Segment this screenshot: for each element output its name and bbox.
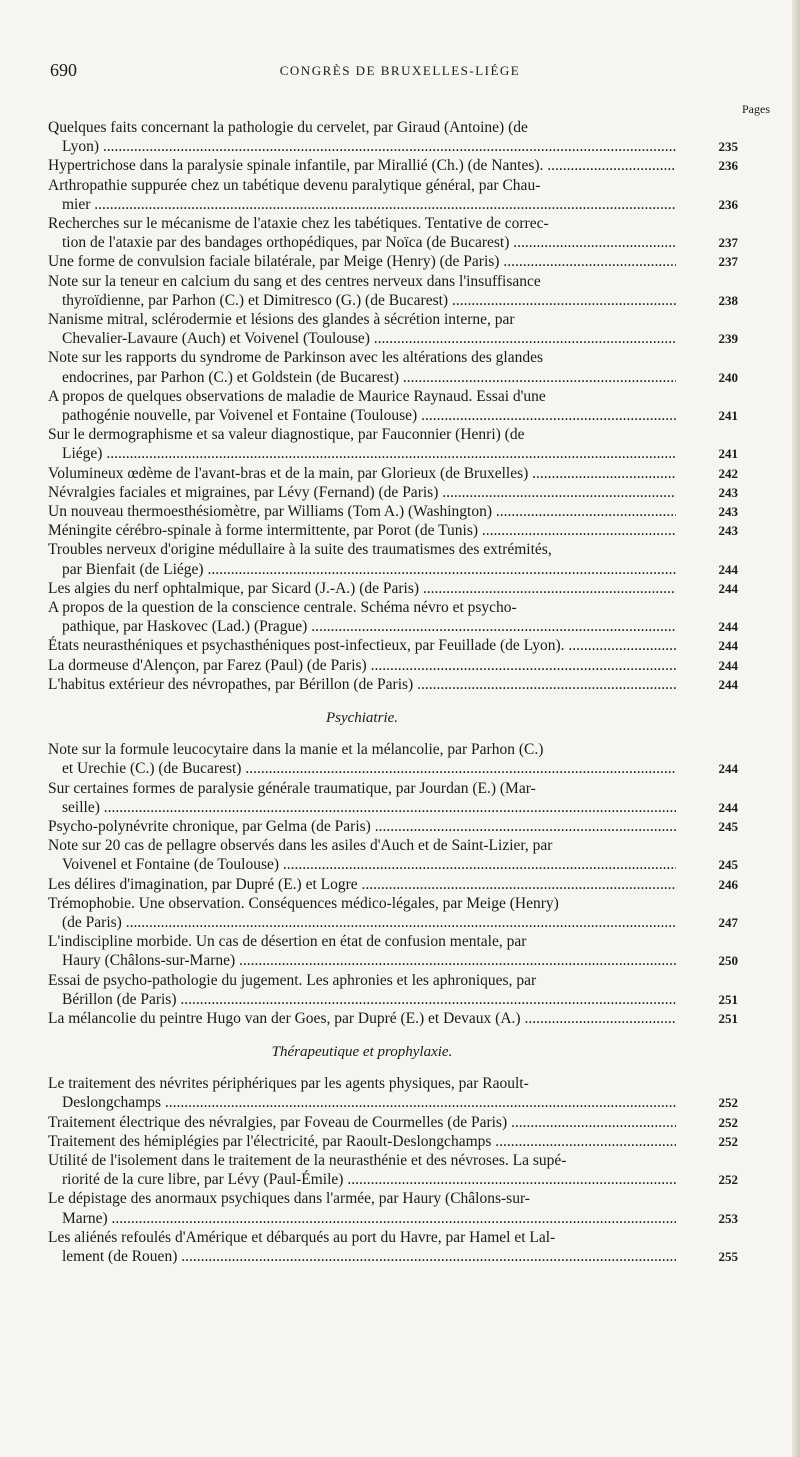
page-ref: 245 — [718, 857, 738, 873]
entry-title: Les algies du nerf ophtalmique, par Sicard (J.-A.) (de Paris) — [48, 579, 420, 597]
toc-entry — [48, 252, 738, 271]
toc-entry — [48, 932, 738, 970]
toc-entry — [48, 971, 738, 1009]
page-ref: 244 — [718, 638, 738, 654]
page-ref: 244 — [718, 676, 738, 692]
entry-continuation-text: riorité de la cure libre, par Lévy (Paul-Émile) — [62, 1171, 344, 1189]
entry-title: Troubles nerveux d'origine médullaire à la suite des traumatismes des extrémités, — [48, 541, 552, 559]
page-ref: 244 — [718, 580, 738, 596]
entry-title: Trémophobie. Une observation. Conséquences médico-légales, par Meige (Henry) — [48, 894, 559, 912]
entry-continuation-text: pathogénie nouvelle, par Voivenel et Fontaine (Toulouse) — [62, 407, 418, 425]
entry-continuation — [48, 1093, 676, 1112]
entry-title: Arthropathie suppurée chez un tabétique devenu paralytique général, par Chau- — [48, 176, 541, 194]
entry-title: Note sur 20 cas de pellagre observés dans les asiles d'Auch et de Saint-Lizier, par — [48, 837, 553, 855]
toc-entry — [48, 176, 738, 214]
entry-title: Traitement des hémiplégies par l'électricité, par Raoult-Deslongchamps — [48, 1132, 492, 1150]
toc-entry — [48, 1074, 738, 1112]
page-ref: 240 — [718, 369, 738, 385]
pages-column-label: Pages — [742, 102, 770, 116]
entry-continuation — [48, 1170, 676, 1189]
page-ref: 255 — [718, 1248, 738, 1264]
entry-continuation-text: pathique, par Haskovec (Lad.) (Prague) — [62, 618, 308, 636]
toc-entry — [48, 740, 738, 778]
entry-continuation-text: Voivenel et Fontaine (de Toulouse) — [62, 856, 280, 874]
toc-entry — [48, 272, 738, 310]
entry-title: Le dépistage des anormaux psychiques dans l'armée, par Haury (Châlons-sur- — [48, 1190, 530, 1208]
toc-entry — [48, 579, 738, 598]
entry-continuation — [48, 444, 676, 463]
entry-continuation-text: seille) — [62, 798, 100, 816]
page-ref: 238 — [718, 292, 738, 308]
entry-continuation — [48, 913, 676, 932]
section-heading: Psychiatrie. — [325, 710, 399, 727]
entry-title: Sur le dermographisme et sa valeur diagnostique, par Fauconnier (Henri) (de — [48, 426, 525, 444]
entry-title: Les aliénés refoulés d'Amérique et débarqués au port du Havre, par Hamel et Lal- — [48, 1228, 556, 1246]
page-ref: 247 — [718, 914, 738, 930]
entry-title: Une forme de convulsion faciale bilatérale, par Meige (Henry) (de Paris) — [48, 253, 500, 271]
entry-continuation — [48, 560, 676, 579]
entry-continuation — [48, 1209, 676, 1228]
toc-entry — [48, 348, 738, 386]
entry-continuation — [48, 951, 676, 970]
entry-title: Note sur la teneur en calcium du sang et des centres nerveux dans l'insuffisance — [48, 272, 541, 290]
entry-continuation — [48, 195, 676, 214]
page-ref: 246 — [718, 876, 738, 892]
entry-title: Psycho-polynévrite chronique, par Gelma (de Paris) — [48, 817, 371, 835]
entry-title: Névralgies faciales et migraines, par Lévy (Fernand) (de Paris) — [48, 483, 439, 501]
page-ref: 241 — [718, 408, 738, 424]
toc-entry — [48, 1009, 738, 1028]
page-ref: 235 — [718, 139, 738, 155]
table-of-contents — [48, 118, 738, 1266]
entry-title: Recherches sur le mécanisme de l'ataxie chez les tabétiques. Tentative de correc- — [48, 215, 549, 233]
entry-title: Le traitement des névrites périphériques par les agents physiques, par Raoult- — [48, 1075, 529, 1093]
toc-entry — [48, 598, 738, 636]
toc-entry — [48, 875, 738, 894]
toc-entry — [48, 464, 738, 483]
toc-entry — [48, 521, 738, 540]
toc-entry — [48, 675, 738, 694]
page-ref: 251 — [718, 991, 738, 1007]
page-number: 690 — [50, 60, 77, 80]
toc-entry — [48, 1189, 738, 1227]
entry-title: Note sur les rapports du syndrome de Parkinson avec les altérations des glandes — [48, 349, 544, 367]
entry-title: A propos de quelques observations de maladie de Maurice Raynaud. Essai d'une — [48, 387, 546, 405]
toc-entry — [48, 1113, 738, 1132]
toc-entry — [48, 656, 738, 675]
entry-continuation-text: endocrines, par Parhon (C.) et Goldstein (de Bucarest) — [62, 368, 400, 386]
page-ref: 253 — [718, 1210, 738, 1226]
toc-entry — [48, 483, 738, 502]
page-ref: 244 — [718, 761, 738, 777]
toc-entry — [48, 156, 738, 175]
page-ref: 239 — [718, 331, 738, 347]
entry-continuation — [48, 233, 676, 252]
entry-title: Volumineux œdème de l'avant-bras et de la main, par Glorieux (de Bruxelles) — [48, 464, 529, 482]
page-ref: 237 — [718, 235, 738, 251]
page-ref: 243 — [718, 523, 738, 539]
entry-continuation-text: (de Paris) — [62, 913, 122, 931]
toc-entry — [48, 817, 738, 836]
entry-title: Un nouveau thermoesthésiomètre, par Williams (Tom A.) (Washington) — [48, 503, 493, 521]
section-heading: Thérapeutique et prophylaxie. — [271, 1044, 453, 1061]
entry-title: États neurasthéniques et psychasthéniques post-infectieux, par Feuillade (de Lyon). — [48, 637, 565, 655]
page-ref: 250 — [718, 953, 738, 969]
toc-entry — [48, 425, 738, 463]
page-ref: 241 — [718, 446, 738, 462]
page-ref: 245 — [718, 818, 738, 834]
entry-title: A propos de la question de la conscience centrale. Schéma névro et psycho- — [48, 599, 517, 617]
toc-entry — [48, 214, 738, 252]
entry-continuation-text: Bérillon (de Paris) — [62, 990, 177, 1008]
entry-continuation — [48, 617, 676, 636]
entry-title: L'habitus extérieur des névropathes, par Bérillon (de Paris) — [48, 675, 414, 693]
page-edge-shadow — [792, 0, 800, 1457]
entry-title: Quelques faits concernant la pathologie du cervelet, par Giraud (Antoine) (de — [48, 119, 528, 136]
entry-continuation-text: thyroïdienne, par Parhon (C.) et Dimitresco (G.) (de Bucarest) — [62, 291, 449, 309]
entry-continuation — [48, 406, 676, 425]
page-ref: 244 — [718, 799, 738, 815]
entry-title: Utilité de l'isolement dans le traitement de la neurasthénie et des névroses. La supé- — [48, 1151, 567, 1169]
page-ref: 244 — [718, 657, 738, 673]
entry-title: Sur certaines formes de paralysie générale traumatique, par Jourdan (E.) (Mar- — [48, 779, 536, 797]
entry-continuation-text: mier — [62, 195, 91, 213]
page-ref: 243 — [718, 504, 738, 520]
page-ref: 236 — [718, 196, 738, 212]
entry-continuation — [48, 291, 676, 310]
toc-entry — [48, 894, 738, 932]
toc-entry — [48, 836, 738, 874]
entry-continuation-text: lement (de Rouen) — [62, 1247, 178, 1265]
toc-entry — [48, 310, 738, 348]
toc-entry — [48, 1132, 738, 1151]
entry-title: Hypertrichose dans la paralysie spinale infantile, par Mirallié (Ch.) (de Nantes). — [48, 157, 544, 175]
entry-continuation-text: Marne) — [62, 1209, 108, 1227]
toc-entry — [48, 1228, 738, 1266]
entry-title: Essai de psycho-pathologie du jugement. Les aphronies et les aphroniques, par — [48, 971, 537, 989]
entry-continuation — [48, 368, 676, 387]
toc-entry — [48, 636, 738, 655]
page-ref: 243 — [718, 484, 738, 500]
page-ref: 236 — [718, 158, 738, 174]
running-head — [50, 60, 750, 84]
page-ref: 244 — [718, 619, 738, 635]
entry-continuation-text: et Urechie (C.) (de Bucarest) — [62, 760, 242, 778]
toc-entry — [48, 1151, 738, 1189]
entry-continuation — [48, 329, 676, 348]
entry-title: Méningite cérébro-spinale à forme intermittente, par Porot (de Tunis) — [48, 522, 479, 540]
entry-continuation — [48, 137, 676, 156]
toc-entry — [48, 118, 738, 156]
entry-title: L'indiscipline morbide. Un cas de désertion en état de confusion mentale, par — [48, 933, 527, 951]
page-ref: 252 — [718, 1114, 738, 1130]
entry-continuation-text: Liége) — [62, 445, 103, 463]
header-title: CONGRÈS DE BRUXELLES-LIÉGE — [279, 63, 521, 78]
entry-title: La dormeuse d'Alençon, par Farez (Paul) (de Paris) — [48, 656, 367, 674]
page-ref: 242 — [718, 465, 738, 481]
page-ref: 252 — [718, 1172, 738, 1188]
toc-entry — [48, 779, 738, 817]
page-ref: 252 — [718, 1133, 738, 1149]
entry-continuation — [48, 855, 676, 874]
entry-continuation — [48, 1247, 676, 1266]
entry-continuation-text: par Bienfait (de Liége) — [62, 560, 204, 578]
entry-continuation-text: Haury (Châlons-sur-Marne) — [62, 952, 236, 970]
toc-entry — [48, 540, 738, 578]
page-ref: 244 — [718, 561, 738, 577]
entry-continuation — [48, 759, 676, 778]
entry-title: Traitement électrique des névralgies, par Foveau de Courmelles (de Paris) — [48, 1113, 508, 1131]
entry-continuation-text: Chevalier-Lavaure (Auch) et Voivenel (Toulouse) — [62, 330, 370, 348]
entry-title: La mélancolie du peintre Hugo van der Goes, par Dupré (E.) et Devaux (A.) — [48, 1009, 521, 1027]
entry-continuation — [48, 990, 676, 1009]
entry-title: Note sur la formule leucocytaire dans la manie et la mélancolie, par Parhon (C.) — [48, 741, 544, 759]
entry-title: Les délires d'imagination, par Dupré (E.) et Logre — [48, 875, 358, 893]
page-ref: 251 — [718, 1010, 738, 1026]
page-ref: 252 — [718, 1095, 738, 1111]
entry-continuation-text: Lyon) — [62, 138, 100, 156]
entry-title: Nanisme mitral, sclérodermie et lésions des glandes à sécrétion interne, par — [48, 311, 515, 329]
toc-entry — [48, 502, 738, 521]
entry-continuation-text: Deslongchamps — [62, 1094, 162, 1112]
entry-continuation — [48, 798, 676, 817]
page-ref: 237 — [718, 254, 738, 270]
toc-entry — [48, 387, 738, 425]
entry-continuation-text: tion de l'ataxie par des bandages orthopédiques, par Noïca (de Bucarest) — [62, 234, 510, 252]
